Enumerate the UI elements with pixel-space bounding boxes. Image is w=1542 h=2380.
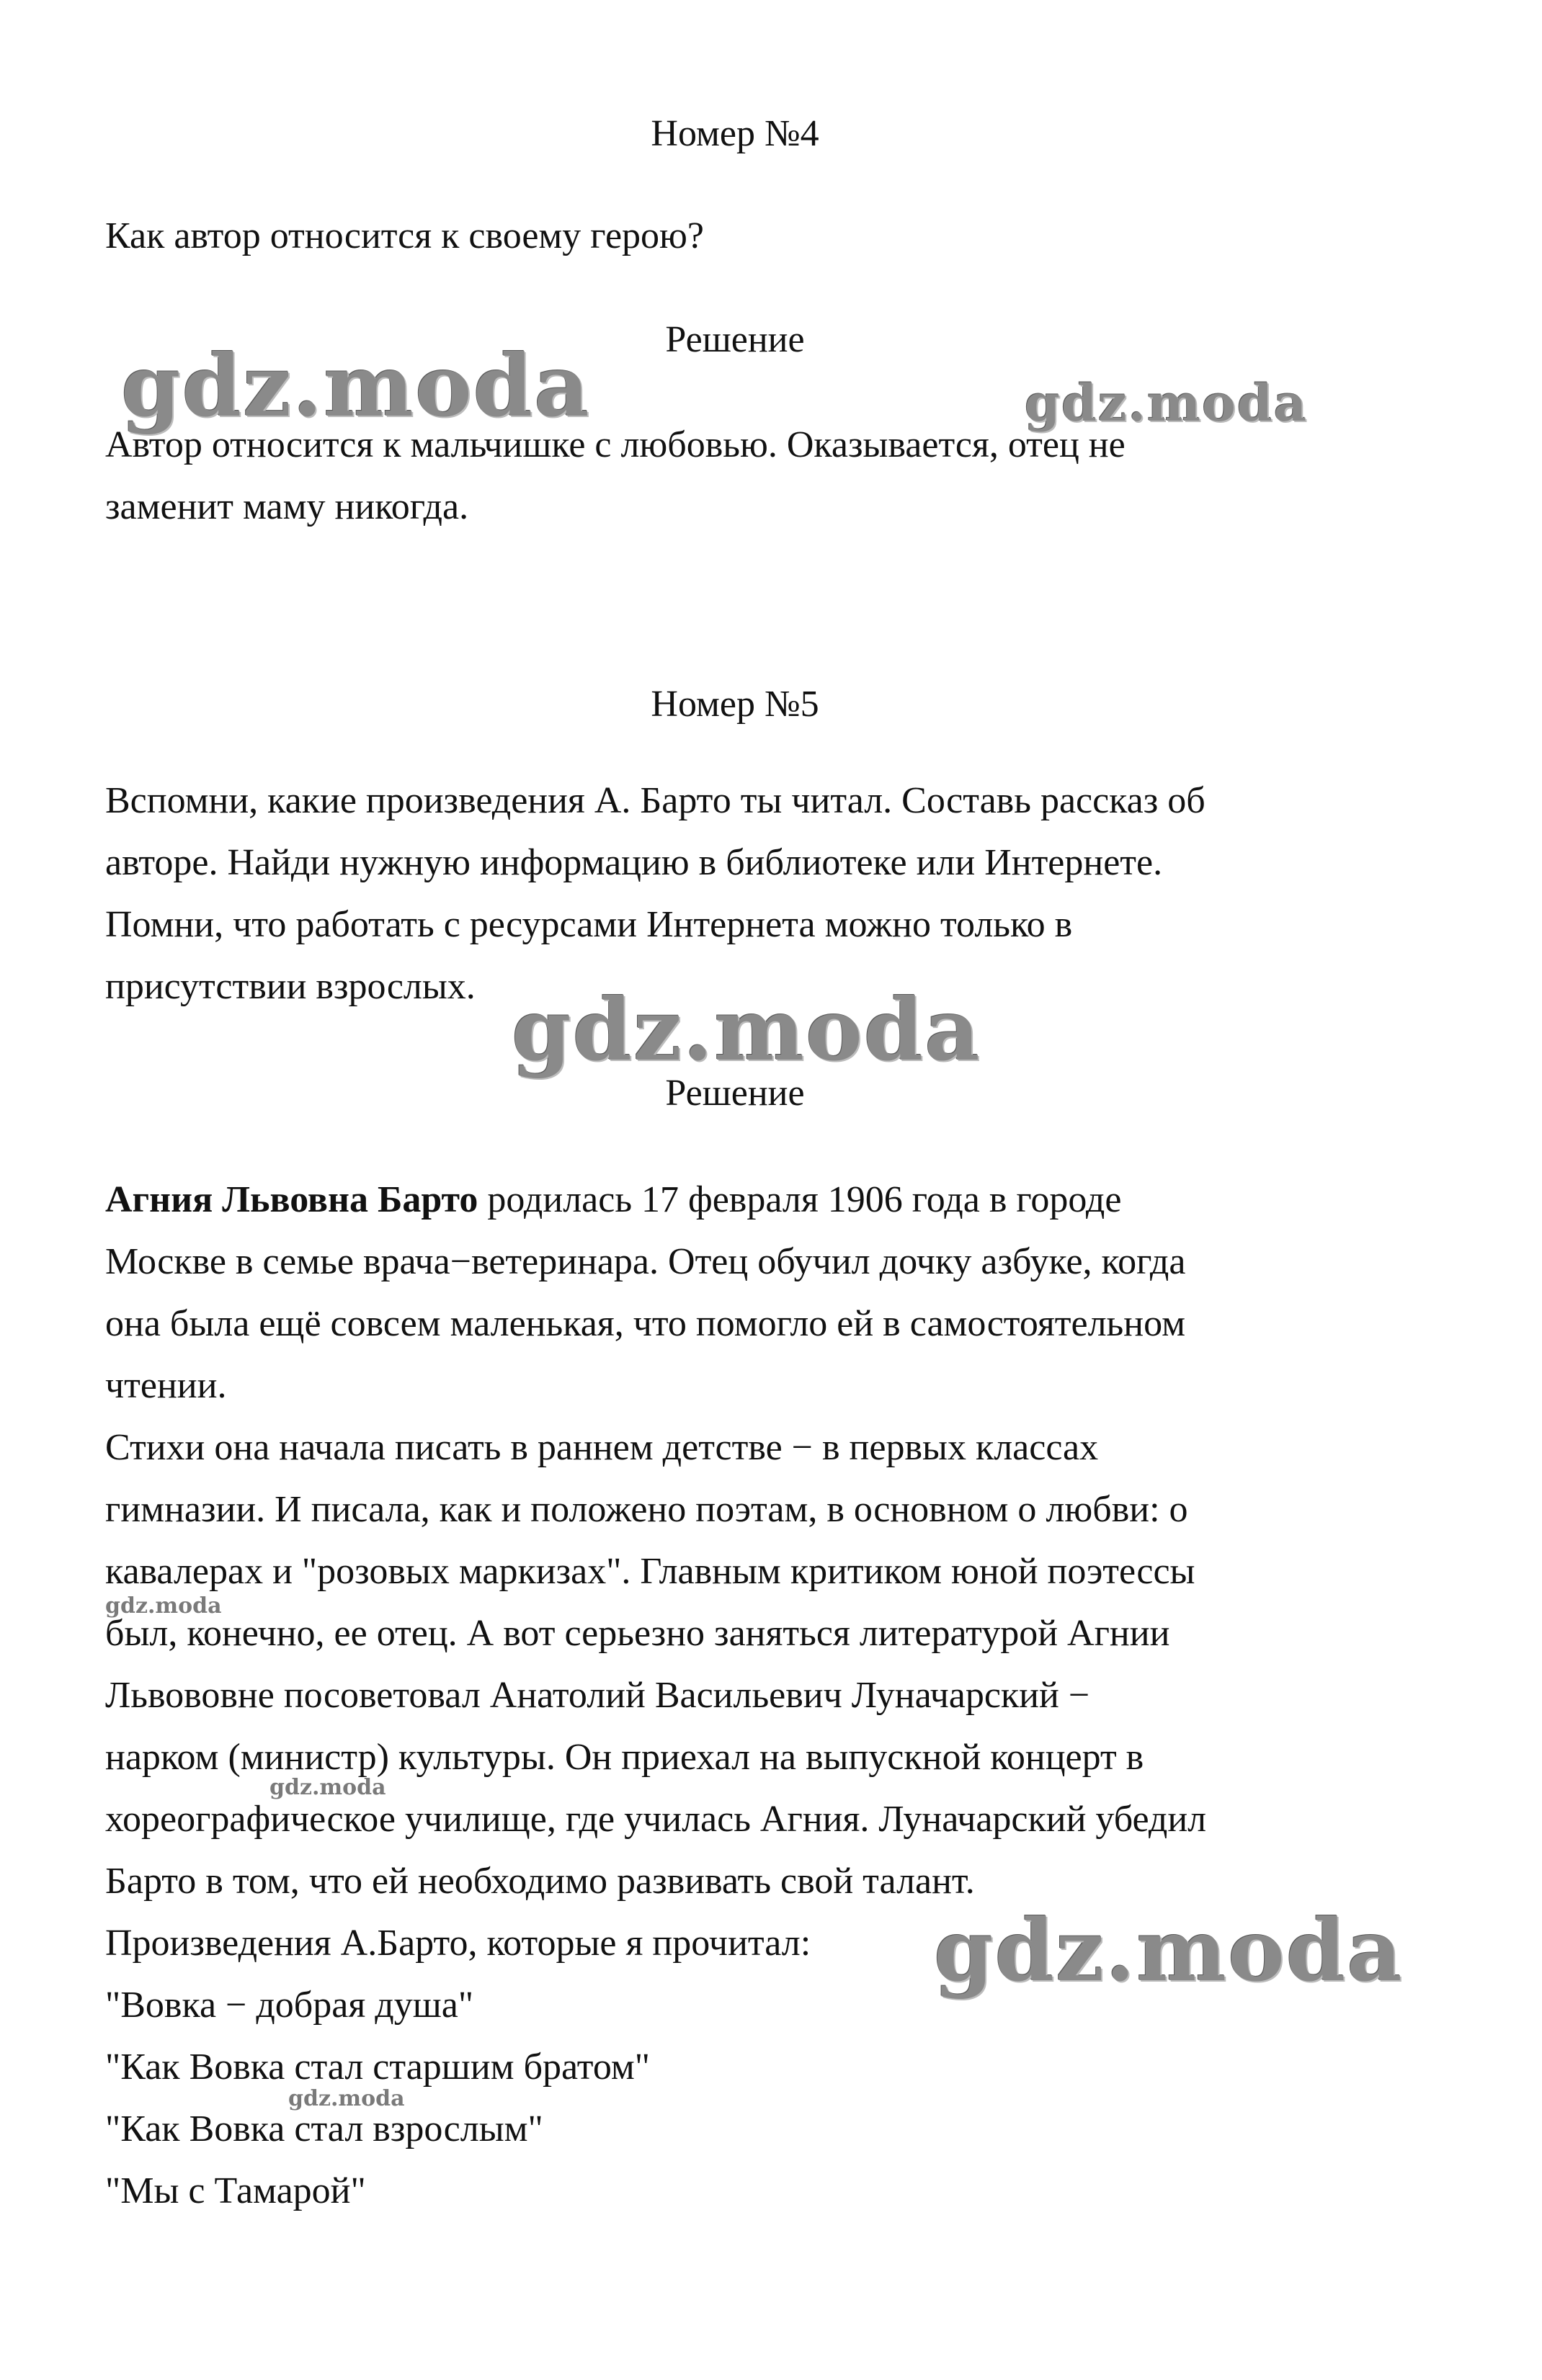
watermark-logo: gdz.moda — [512, 980, 981, 1080]
task5-answer-line: хореографическое училище, где училась Агния. Луначарский убедил — [105, 1799, 1207, 1840]
task5-answer-line: гимназии. И писала, как и положено поэтам, в основном о любви: о — [105, 1489, 1188, 1530]
watermark-logo: gdz.moda — [1025, 373, 1309, 433]
task4-question: Как автор относится к своему герою? — [105, 215, 704, 256]
task4-answer-line: Автор относится к мальчишке с любовью. Оказывается, отец не — [105, 424, 1126, 465]
task5-title: Номер №5 — [651, 684, 819, 725]
task5-question-line: авторе. Найди нужную информацию в библиотеке или Интернете. — [105, 842, 1163, 883]
task5-question-line: Помни, что работать с ресурсами Интернета можно только в — [105, 904, 1073, 945]
task5-work-item: "Как Вовка стал старшим братом" — [105, 2046, 650, 2088]
task4-solution-label: Решение — [665, 319, 805, 360]
task5-work-item: "Мы с Тамарой" — [105, 2170, 366, 2211]
task5-question-line: присутствии взрослых. — [105, 966, 476, 1007]
task5-question-line: Вспомни, какие произведения А. Барто ты читал. Составь рассказ об — [105, 780, 1205, 821]
task5-answer-line: она была ещё совсем маленькая, что помогло ей в самостоятельном — [105, 1303, 1185, 1344]
watermark-logo: gdz.moda — [934, 1900, 1404, 2000]
task5-answer-line: был, конечно, ее отец. А вот серьезно заняться литературой Агнии — [105, 1613, 1170, 1654]
watermark-logo: gdz.moda — [121, 336, 591, 436]
task5-answer-line: Львововне посоветовал Анатолий Васильевич Луначарский − — [105, 1675, 1090, 1716]
task5-answer-first-line — [105, 1178, 1121, 1222]
task5-work-item: "Как Вовка стал взрослым" — [105, 2108, 543, 2149]
author-name: Агния Львовна Барто — [105, 1179, 478, 1220]
task5-answer-line: Барто в том, что ей необходимо развивать свой талант. — [105, 1861, 975, 1902]
watermark-logo: gdz.moda — [288, 2086, 405, 2111]
watermark-logo: gdz.moda — [269, 1775, 386, 1800]
task5-answer-line: кавалерах и "розовых маркизах". Главным критиком юной поэтессы — [105, 1551, 1195, 1592]
answer-first-line-rest: родилась 17 февраля 1906 года в городе — [478, 1179, 1122, 1220]
watermark-logo: gdz.moda — [105, 1593, 222, 1619]
task5-solution-label: Решение — [665, 1073, 805, 1114]
task5-answer-line: Стихи она начала писать в раннем детстве − в первых классах — [105, 1427, 1099, 1468]
task5-work-item: "Вовка − добрая душа" — [105, 1985, 474, 2026]
task4-answer-line: заменит маму никогда. — [105, 486, 469, 527]
task5-answer-line: чтении. — [105, 1365, 227, 1406]
task5-answer-line: нарком (министр) культуры. Он приехал на выпускной концерт в — [105, 1737, 1144, 1778]
task4-title: Номер №4 — [651, 113, 819, 154]
task5-answer-line: Москве в семье врача−ветеринара. Отец обучил дочку азбуке, когда — [105, 1241, 1186, 1282]
task5-answer-line: Произведения А.Барто, которые я прочитал: — [105, 1923, 811, 1964]
